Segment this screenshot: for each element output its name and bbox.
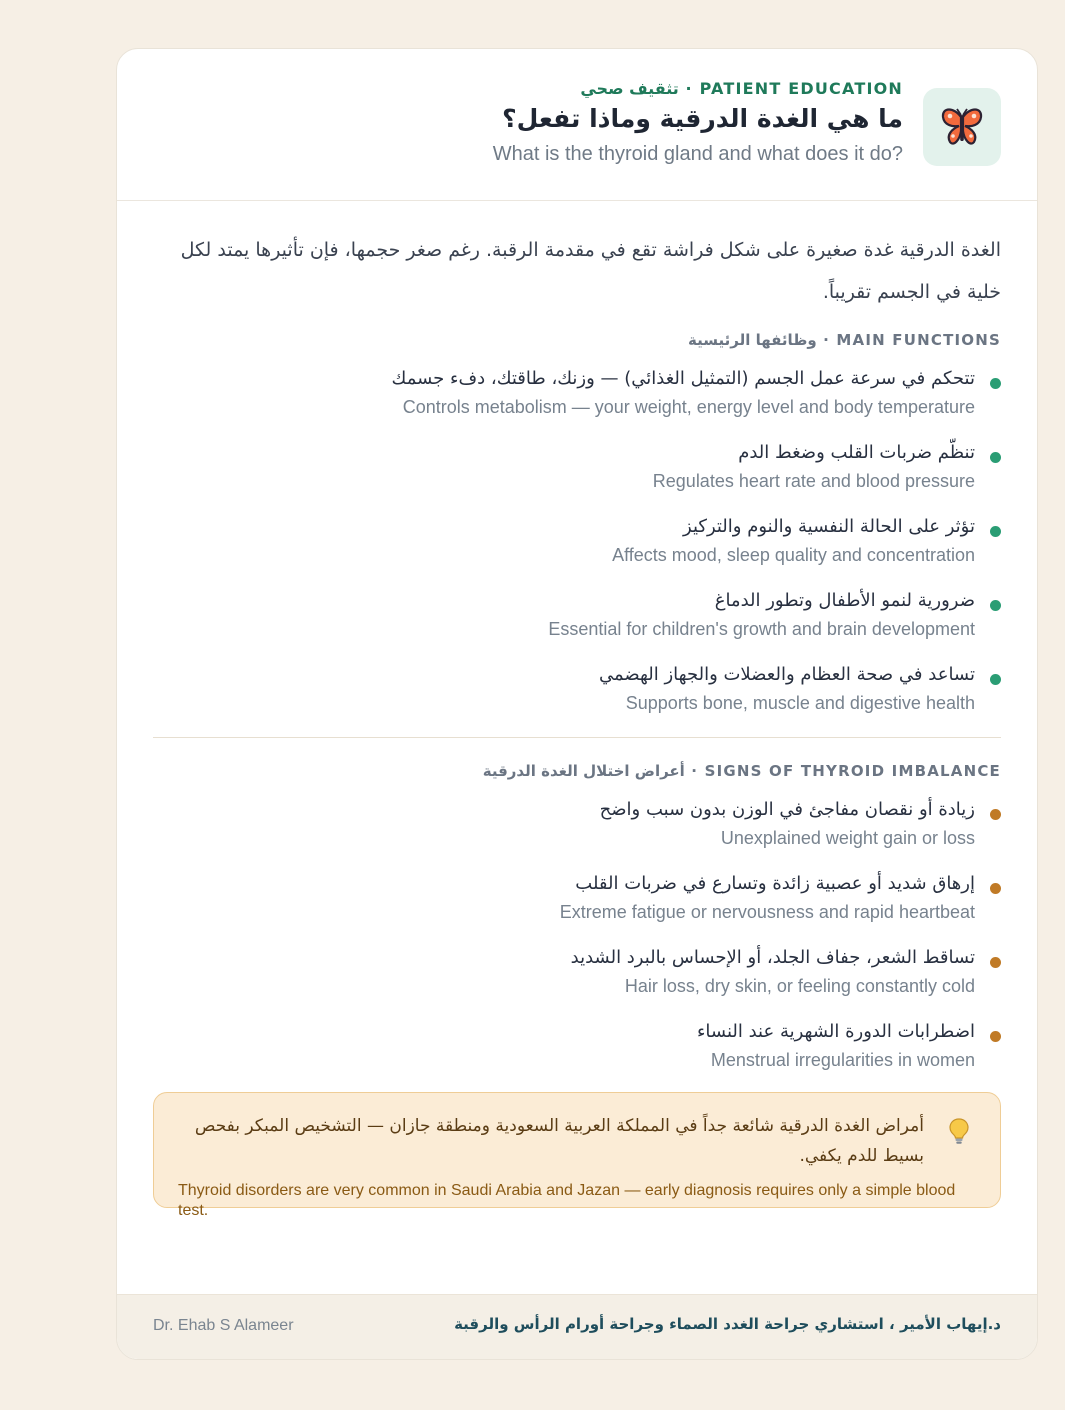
item-text-ar: تؤثر على الحالة النفسية والنوم والتركيز [683, 516, 975, 537]
card-footer [117, 1294, 1037, 1359]
bullet-dot [990, 378, 1001, 389]
icon-tile [923, 88, 1001, 166]
list-item [153, 661, 1001, 717]
callout-text-en: Thyroid disorders are very common in Saudi Arabia and Jazan — early diagnosis requires only a simple blood test. [178, 1182, 956, 1219]
bullet-dot [990, 452, 1001, 463]
list-item [153, 365, 1001, 421]
item-text-ar: ضرورية لنمو الأطفال وتطور الدماغ [714, 590, 975, 611]
item-text-en: Controls metabolism — your weight, energy level and body temperature [402, 397, 975, 417]
list-item [153, 513, 1001, 569]
item-text-en: Menstrual irregularities in women [710, 1050, 975, 1070]
functions-list [153, 365, 1001, 717]
author-credit-ar: د.إيهاب الأمير ، استشاري جراحة الغدد الصماء وجراحة أورام الرأس والرقبة [454, 1315, 1001, 1333]
item-text-ar: تساقط الشعر، جفاف الجلد، أو الإحساس بالبرد الشديد [570, 947, 975, 968]
bullet-dot [990, 883, 1001, 894]
callout-text-ar: أمراض الغدة الدرقية شائعة جداً في المملكة العربية السعودية ومنطقة جازان — التشخيص المبكر بفحص بسيط للدم يكفي. [194, 1116, 924, 1166]
butterfly-icon [940, 105, 984, 149]
info-callout [153, 1092, 1001, 1219]
header-text [493, 79, 903, 166]
item-text-ar: زيادة أو نقصان مفاجئ في الوزن بدون سبب واضح [599, 799, 975, 820]
item-text-en: Unexplained weight gain or loss [720, 828, 975, 848]
item-text-ar: إرهاق شديد أو عصبية زائدة وتسارع في ضربات القلب [575, 873, 975, 894]
item-text-ar: تتحكم في سرعة عمل الجسم (التمثيل الغذائي) — وزنك، طاقتك، دفء جسمك [391, 368, 975, 389]
section-divider [153, 737, 1001, 738]
bullet-dot [990, 1031, 1001, 1042]
page-subtitle: What is the thyroid gland and what does it do? [492, 143, 903, 165]
item-text-en: Affects mood, sleep quality and concentration [612, 545, 975, 565]
bullet-dot [990, 526, 1001, 537]
list-item [153, 439, 1001, 495]
item-text-en: Essential for children's growth and brain development [548, 619, 975, 639]
bullet-dot [990, 957, 1001, 968]
bullet-dot [990, 809, 1001, 820]
education-card [116, 48, 1038, 1360]
item-text-ar: اضطرابات الدورة الشهرية عند النساء [696, 1021, 975, 1042]
item-text-ar: تساعد في صحة العظام والعضلات والجهاز الهضمي [598, 664, 975, 685]
card-header [117, 49, 1037, 201]
functions-heading: MAIN FUNCTIONS · وظائفها الرئيسية [688, 331, 1001, 349]
item-text-ar: تنظّم ضربات القلب وضغط الدم [738, 442, 975, 463]
eyebrow-label: PATIENT EDUCATION · تثقيف صحي [580, 79, 903, 98]
card-body [117, 229, 1037, 1219]
item-text-en: Extreme fatigue or nervousness and rapid heartbeat [559, 902, 975, 922]
lightbulb-icon [948, 1117, 970, 1151]
bullet-dot [990, 674, 1001, 685]
item-text-en: Hair loss, dry skin, or feeling constantly cold [624, 976, 975, 996]
list-item [153, 870, 1001, 926]
list-item [153, 1018, 1001, 1074]
signs-list [153, 796, 1001, 1074]
signs-heading: SIGNS OF THYROID IMBALANCE · أعراض اختلال الغدة الدرقية [482, 762, 1001, 780]
item-text-en: Regulates heart rate and blood pressure [652, 471, 975, 491]
list-item [153, 796, 1001, 852]
list-item [153, 944, 1001, 1000]
author-credit-en: Dr. Ehab S Alameer [153, 1317, 294, 1334]
intro-paragraph: الغدة الدرقية غدة صغيرة على شكل فراشة تقع في مقدمة الرقبة. رغم صغر حجمها، فإن تأثيرها يمتد لكل خلية في الجسم تقريباً. [180, 239, 1001, 303]
item-text-en: Supports bone, muscle and digestive health [625, 693, 975, 713]
bullet-dot [990, 600, 1001, 611]
page-title: ما هي الغدة الدرقية وماذا تفعل؟ [502, 104, 903, 133]
list-item [153, 587, 1001, 643]
